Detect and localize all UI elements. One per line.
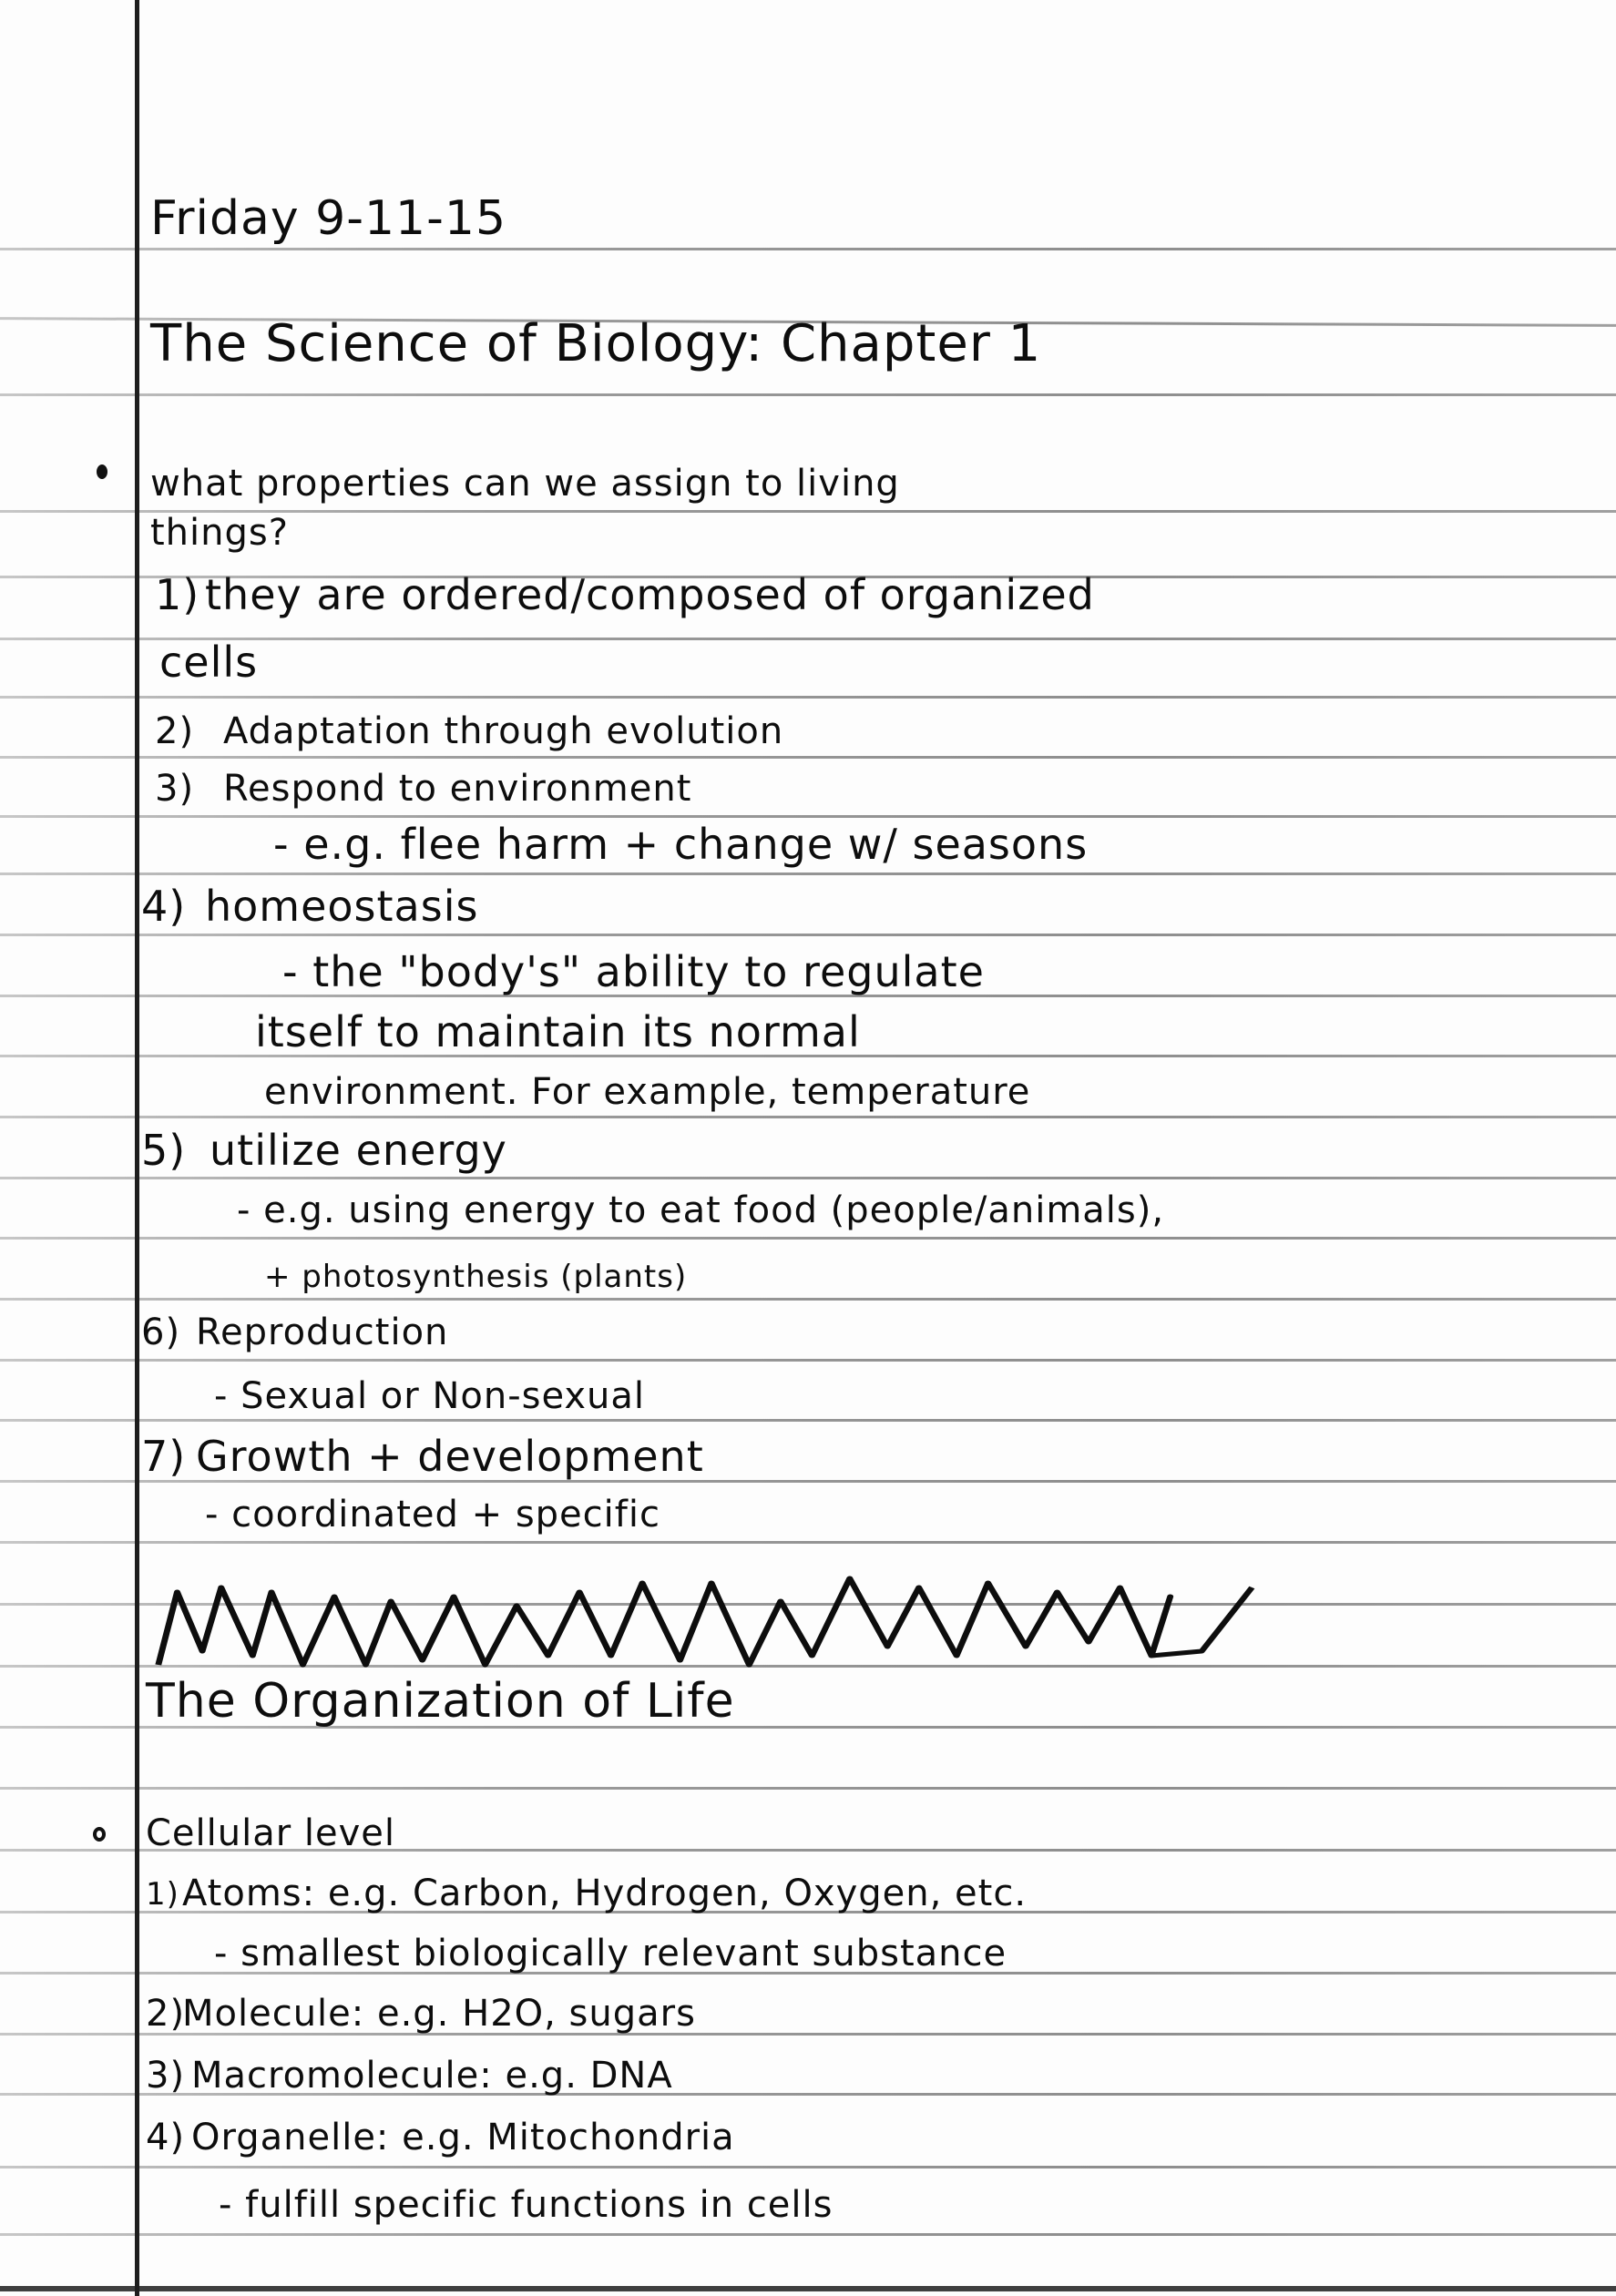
rule-line xyxy=(0,756,1616,759)
item-7-num: 7) xyxy=(141,1432,187,1481)
item-7-text: Growth + development xyxy=(196,1432,704,1481)
rule-line xyxy=(0,872,1616,875)
item-4-sub-3: environment. For example, temperature xyxy=(264,1071,1031,1113)
item-4-num: 4) xyxy=(141,882,187,931)
question-line-1: what properties can we assign to living xyxy=(150,463,900,505)
rule-line xyxy=(0,393,1616,396)
rule-line xyxy=(0,815,1616,818)
rule-line xyxy=(0,1237,1616,1240)
level-3-text: Macromolecule: e.g. DNA xyxy=(191,2055,673,2097)
item-6-num: 6) xyxy=(141,1311,181,1353)
level-3-num: 3) xyxy=(146,2055,186,2097)
item-2-text: Adaptation through evolution xyxy=(223,710,784,752)
rule-line xyxy=(0,1541,1616,1544)
page-title: The Science of Biology: Chapter 1 xyxy=(150,314,1042,373)
rule-line xyxy=(0,2233,1616,2236)
rule-line xyxy=(0,934,1616,936)
bullet-icon xyxy=(97,464,107,479)
item-4-sub-1: - the "body's" ability to regulate xyxy=(282,947,985,996)
question-line-2: things? xyxy=(150,512,289,554)
rule-line xyxy=(0,1298,1616,1301)
level-2-num: 2) xyxy=(146,1993,186,2035)
item-6-sub-1: - Sexual or Non-sexual xyxy=(214,1375,646,1417)
date-heading: Friday 9-11-15 xyxy=(150,191,507,246)
level-1-text: Atoms: e.g. Carbon, Hydrogen, Oxygen, etc. xyxy=(182,1873,1028,1914)
item-5-sub-2: + photosynthesis (plants) xyxy=(264,1259,688,1295)
item-7-sub-1: - coordinated + specific xyxy=(205,1494,660,1536)
rule-line xyxy=(0,1787,1616,1790)
level-2-text: Molecule: e.g. H2O, sugars xyxy=(182,1993,696,2035)
rule-line xyxy=(0,2166,1616,2168)
bullet-icon xyxy=(93,1827,106,1842)
item-4-text: homeostasis xyxy=(205,882,479,931)
cellular-level-heading: Cellular level xyxy=(146,1812,396,1854)
item-4-sub-2: itself to maintain its normal xyxy=(255,1007,861,1056)
rule-line xyxy=(0,696,1616,699)
item-5-num: 5) xyxy=(141,1126,187,1175)
margin-line xyxy=(135,0,139,2296)
item-3-num: 3) xyxy=(155,768,195,810)
item-1-text: they are ordered/composed of organized xyxy=(205,570,1095,619)
level-4-sub-1: - fulfill specific functions in cells xyxy=(219,2184,834,2226)
item-3-sub-1: - e.g. flee harm + change w/ seasons xyxy=(273,820,1089,869)
rule-line-bottom xyxy=(0,2286,1616,2291)
rule-line xyxy=(0,248,1616,250)
squiggle-divider-icon xyxy=(146,1565,1275,1674)
section-title: The Organization of Life xyxy=(146,1674,735,1729)
rule-line xyxy=(0,1419,1616,1422)
item-6-text: Reproduction xyxy=(196,1311,449,1353)
level-4-num: 4) xyxy=(146,2117,186,2158)
level-1-num: 1) xyxy=(146,1876,179,1913)
item-5-sub-1: - e.g. using energy to eat food (people/animals), xyxy=(237,1189,1165,1231)
item-1-cont: cells xyxy=(159,638,259,687)
item-2-num: 2) xyxy=(155,710,195,752)
item-1-num: 1) xyxy=(155,570,200,619)
level-4-text: Organelle: e.g. Mitochondria xyxy=(191,2117,735,2158)
level-1-sub-1: - smallest biologically relevant substance xyxy=(214,1933,1007,1975)
rule-line xyxy=(0,1116,1616,1118)
item-5-text: utilize energy xyxy=(210,1126,507,1175)
rule-line xyxy=(0,1359,1616,1362)
item-3-text: Respond to environment xyxy=(223,768,692,810)
rule-line xyxy=(0,1177,1616,1179)
